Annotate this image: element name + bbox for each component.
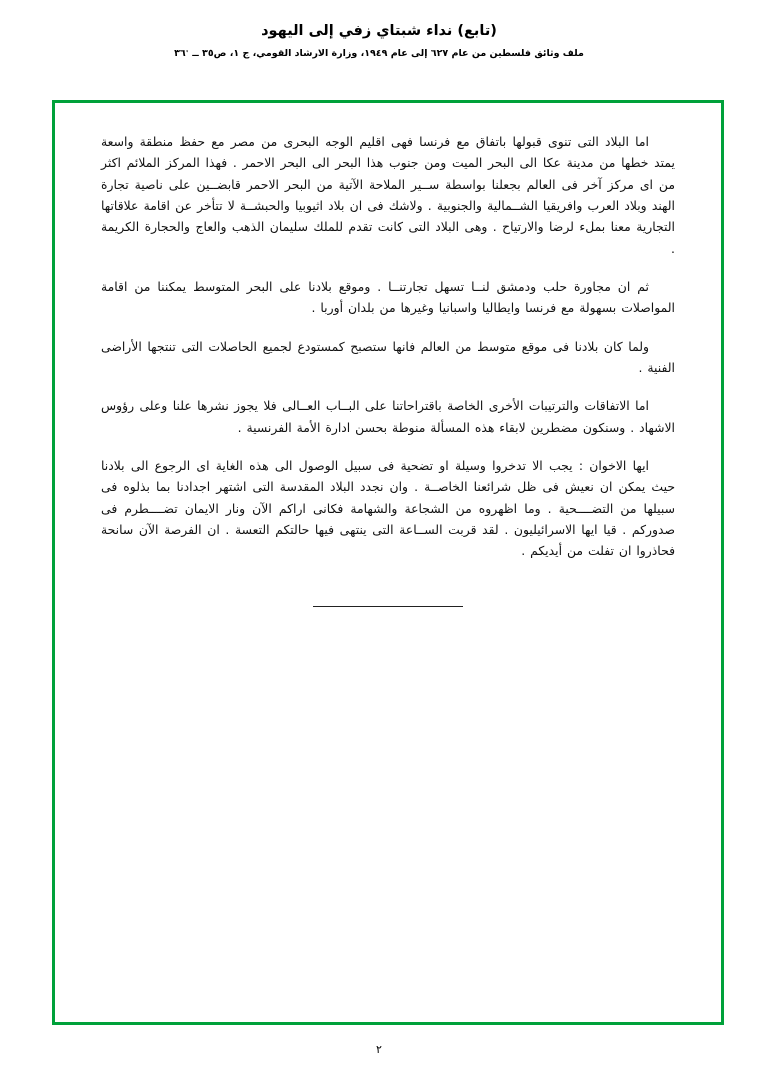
paragraph-text: اما الاتفاقات والترتيبات الأخرى الخاصة باقتراحاتنا على البــاب العــالى فلا يجوز نشرها علنا وعلى رؤوس الاشهاد . وسنكون مضطرين لابقاء هذه المسألة منوطة بحسن ادارة الأمة الفرنسية . bbox=[101, 398, 675, 435]
paragraph-text: ثم ان مجاورة حلب ودمشق لنــا تسهل تجارتنــا . وموقع بلادنا على البحر المتوسط يمكننا من اقامة المواصلات بسهولة مع فرنسا وايطاليا واسبانيا وغيرها من بلدان أوربا . bbox=[101, 278, 675, 316]
content-frame bbox=[52, 100, 724, 1025]
paragraph-text: ولما كان بلادنا فى موقع متوسط من العالم فانها ستصبح كمستودع لجميع الحاصلات التى تنتجها الأراضى الفنية . bbox=[101, 338, 675, 375]
page-header bbox=[0, 22, 758, 59]
body-paragraph bbox=[101, 395, 675, 438]
body-paragraph bbox=[101, 131, 675, 259]
body-paragraph bbox=[101, 336, 675, 379]
paragraph-text: ايها الاخوان : يجب الا تدخروا وسيلة او تضحية فى سبيل الوصول الى هذه الغاية اى الرجوع الى بلادنا حيث يمكن ان نعيش فى ظل شرائعنا الخاصــة . وان نجدد البلاد المقدسة التى اشتهر اجدادنا بما بذلوه فى سبيلها من التضــــحية . وما اظهروه من الشجاعة والشهامة فكانى اراكم الآن ونار الايمان تضــــطرم فى صدوركم . قيا ايها الاسرائيليون . لقد قربت الســاعة التى ينتهى فيها حالتكم التعسة . ان الفرصة الآن سانحة فحاذروا ان تفلت من أيديكم . bbox=[101, 457, 675, 559]
horizontal-rule bbox=[313, 606, 463, 607]
body-paragraph bbox=[101, 276, 675, 319]
document-body bbox=[101, 131, 675, 611]
section-divider bbox=[101, 592, 675, 611]
header-source-note: ملف وثائق فلسطين من عام ٦٢٧ إلى عام ١٩٤٩، وزارة الارشاد القومي، ج ١، ص٣٥ ــ ٣٦ˑ bbox=[174, 47, 584, 59]
page-number: ٢ bbox=[376, 1043, 382, 1056]
page-footer bbox=[0, 1043, 758, 1056]
body-paragraph bbox=[101, 455, 675, 562]
paragraph-text: اما البلاد التى تنوى قبولها باتفاق مع فرنسا فهى اقليم الوجه البحرى من مصر مع حفظ منطقة واسعة يمتد خطها من مدينة عكا الى البحر الميت ومن جنوب هذا البحر الى البحر الاحمر . فهذا المركز الملائم اكثر من اى مركز آخر فى العالم بجعلنا بواسطة ســير الملاحة الآتية من البحر الاحمر قابضــين على ناصية تجارة الهند وبلاد العرب وافريقيا الشــمالية والجنوبية . ولاشك فى ان بلاد اثيوبيا والحبشــة لا تتأخر عن اقامة علاقاتها التجارية معنا بملء لرضا والارتياح . وهى البلاد التى كانت تقدم للملك سليمان الذهب والعاج والحجارة الكريمة . bbox=[101, 134, 675, 256]
header-title: (تابع) نداء شبتاي زفي إلى اليهود bbox=[261, 23, 497, 39]
